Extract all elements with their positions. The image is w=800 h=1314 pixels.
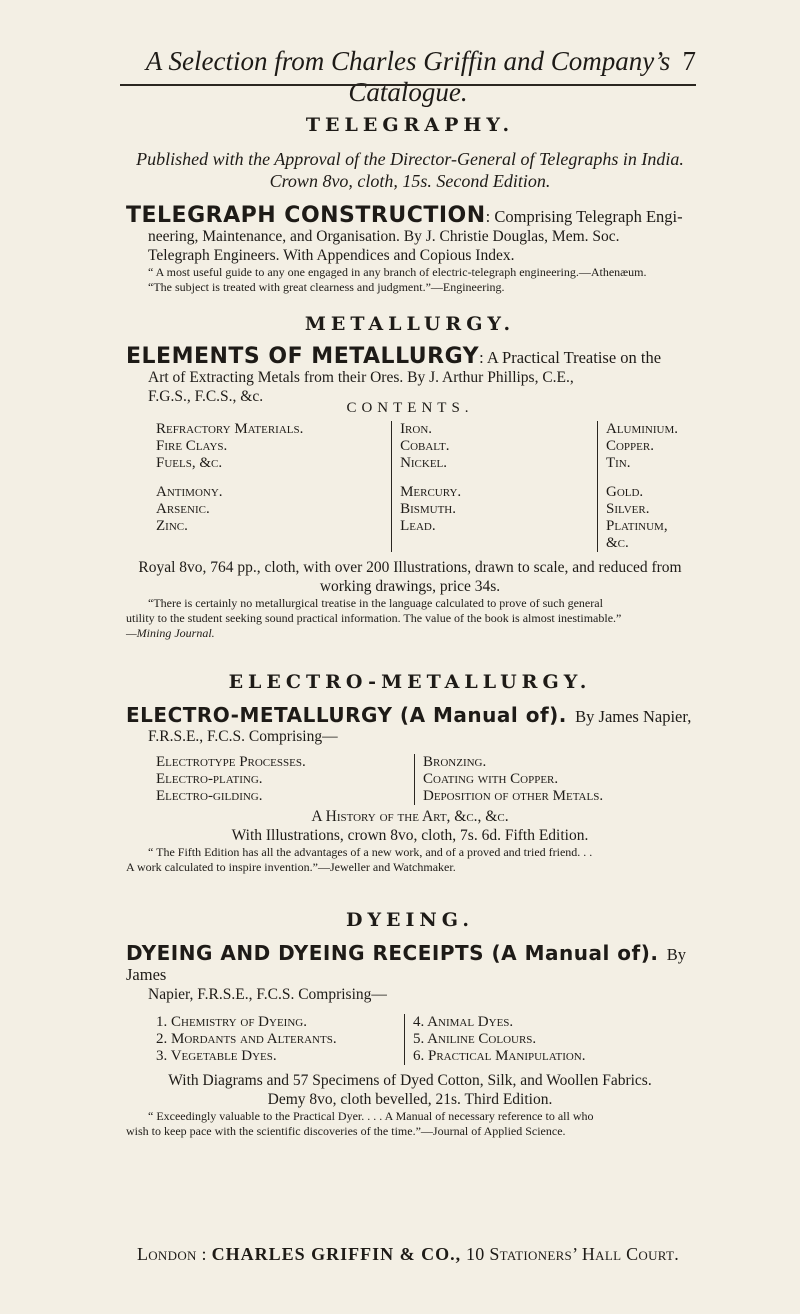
contents-item: Cobalt. — [400, 438, 450, 454]
book-title-bold: TELEGRAPH CONSTRUCTION — [126, 203, 486, 228]
contents-item: Lead. — [400, 518, 436, 534]
dyeing-column-1 — [148, 1014, 404, 1065]
contents-item: Antimony. — [156, 484, 223, 500]
catalogue-content — [126, 100, 694, 1139]
footer-publisher: CHARLES GRIFFIN & CO., — [211, 1244, 462, 1264]
section-heading-metallurgy: METALLURGY. — [304, 313, 516, 335]
footer-address: 10 Stationers’ Hall Court. — [465, 1244, 680, 1264]
contents-item: Gold. — [605, 484, 644, 500]
electro-column-2 — [414, 754, 611, 805]
dyeing-details-1: With Diagrams and 57 Specimens of Dyed Cotton, Silk, and Woollen Fabrics. — [168, 1072, 652, 1089]
contents-item: 6. Practical Manipulation. — [413, 1048, 586, 1064]
dyeing-quote-2: wish to keep pace with the scientific discoveries of the time.”—Journal of Applied Science. — [126, 1124, 566, 1138]
contents-item: Mercury. — [400, 484, 462, 500]
contents-item: Nickel. — [400, 455, 448, 471]
telegraphy-desc-1: neering, Maintenance, and Organisation. By J. Christie Douglas, Mem. Soc. — [148, 228, 620, 245]
contents-item: 3. Vegetable Dyes. — [156, 1048, 277, 1064]
contents-item: Deposition of other Metals. — [423, 788, 604, 804]
metallurgy-quote-1: “There is certainly no metallurgical treatise in the language calculated to prove of such general — [148, 596, 603, 610]
electro-details: With Illustrations, crown 8vo, cloth, 7s. 6d. Fifth Edition. — [231, 827, 589, 844]
dyeing-column-2 — [404, 1014, 594, 1065]
dyeing-details-2: Demy 8vo, cloth bevelled, 21s. Third Edition. — [267, 1091, 553, 1108]
telegraphy-edition: Crown 8vo, cloth, 15s. Second Edition. — [269, 171, 551, 191]
telegraphy-quote-1: “ A most useful guide to any one engaged in any branch of electric-telegraph engineering.—Athenæum. — [148, 265, 647, 279]
contents-item: Coating with Copper. — [423, 771, 559, 787]
book-title-rest: By James Napier, — [575, 707, 692, 726]
contents-item: Copper. — [605, 438, 654, 454]
contents-item: Fuels, &c. — [156, 455, 223, 471]
electro-book-title — [126, 705, 694, 727]
telegraphy-book-title — [126, 203, 694, 228]
contents-item: Silver. — [605, 501, 650, 517]
book-title-bold: ELECTRO-METALLURGY (A Manual of). — [126, 703, 567, 727]
telegraphy-subtitle: Published with the Approval of the Director-General of Telegraphs in India. — [136, 149, 684, 169]
book-title-bold: DYEING AND DYEING RECEIPTS (A Manual of). — [126, 941, 659, 965]
contents-item: 5. Aniline Colours. — [413, 1031, 537, 1047]
contents-item: Electro-gilding. — [156, 788, 263, 804]
section-heading-electro-metallurgy: ELECTRO-METALLURGY. — [228, 671, 592, 693]
metallurgy-desc-1: Art of Extracting Metals from their Ores. By J. Arthur Phillips, C.E., — [148, 369, 574, 386]
contents-label: CONTENTS. — [346, 400, 474, 416]
telegraphy-desc-2: Telegraph Engineers. With Appendices and Copious Index. — [148, 247, 515, 264]
metallurgy-details-1: Royal 8vo, 764 pp., cloth, with over 200 Illustrations, drawn to scale, and reduced from — [138, 559, 682, 576]
electro-desc-1: F.R.S.E., F.C.S. Comprising— — [148, 728, 338, 745]
book-title-rest: By James — [126, 945, 686, 984]
publisher-footer: London : CHARLES GRIFFIN & CO., 10 Stationers’ Hall Court. — [136, 1244, 680, 1264]
contents-item: 2. Mordants and Alterants. — [156, 1031, 337, 1047]
section-heading-dyeing: DYEING. — [346, 909, 474, 931]
electro-contents — [148, 754, 694, 805]
metallurgy-quote-2: utility to the student seeking sound practical information. The value of the book is almost inestimable.” — [126, 611, 622, 625]
electro-column-1 — [148, 754, 414, 805]
footer-city: London — [136, 1244, 197, 1264]
contents-item: Bismuth. — [400, 501, 456, 517]
metallurgy-contents — [148, 421, 694, 552]
running-title: A Selection from Charles Griffin and Company’s Catalogue. — [145, 46, 671, 107]
contents-item: Bronzing. — [423, 754, 487, 770]
dyeing-book-title — [126, 943, 694, 985]
metallurgy-desc-2: F.G.S., F.C.S., &c. — [148, 388, 264, 405]
electro-quote-2: A work calculated to inspire invention.”—Jeweller and Watchmaker. — [126, 860, 456, 874]
contents-column-2 — [391, 421, 597, 552]
telegraphy-quote-2: “The subject is treated with great clearness and judgment.”—Engineering. — [148, 280, 505, 294]
contents-item: Zinc. — [156, 518, 188, 534]
dyeing-contents — [148, 1014, 694, 1065]
contents-item: Electro-plating. — [156, 771, 263, 787]
dyeing-desc-1: Napier, F.R.S.E., F.C.S. Comprising— — [148, 986, 387, 1003]
contents-item: Tin. — [605, 455, 631, 471]
contents-item: Refractory Materials. — [156, 421, 304, 437]
contents-item: Aluminium. — [605, 421, 679, 437]
metallurgy-book-title — [126, 344, 694, 369]
contents-item: Iron. — [400, 421, 433, 437]
metallurgy-details-2: working drawings, price 34s. — [319, 578, 501, 595]
contents-item: 1. Chemistry of Dyeing. — [156, 1014, 307, 1030]
section-heading-telegraphy: TELEGRAPHY. — [305, 114, 515, 136]
contents-column-1 — [148, 421, 391, 552]
contents-item: 4. Animal Dyes. — [413, 1014, 514, 1030]
running-head — [120, 46, 696, 108]
contents-column-3 — [597, 421, 694, 552]
page-number: 7 — [682, 46, 696, 76]
contents-item: Fire Clays. — [156, 438, 228, 454]
contents-item: Electrotype Processes. — [156, 754, 306, 770]
contents-item: Arsenic. — [156, 501, 210, 517]
metallurgy-quote-source: —Mining Journal. — [126, 626, 215, 640]
book-title-rest: : A Practical Treatise on the — [479, 348, 662, 367]
book-title-bold: ELEMENTS OF METALLURGY — [126, 344, 480, 369]
book-title-rest: : Comprising Telegraph Engi- — [485, 207, 683, 226]
header-rule — [120, 84, 696, 86]
electro-history: A History of the Art, &c., &c. — [311, 808, 509, 825]
electro-quote-1: “ The Fifth Edition has all the advantages of a new work, and of a proved and tried friend. . . — [148, 845, 593, 859]
dyeing-quote-1: “ Exceedingly valuable to the Practical Dyer. . . . A Manual of necessary reference to all who — [148, 1109, 594, 1123]
contents-item: Platinum, &c. — [605, 518, 668, 551]
